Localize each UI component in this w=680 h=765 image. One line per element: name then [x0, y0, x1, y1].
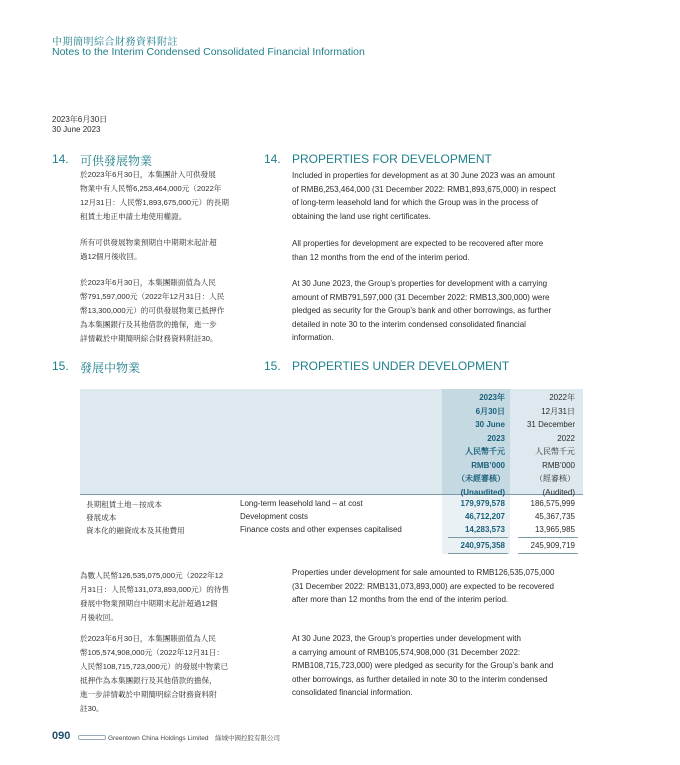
section-15-title-en: PROPERTIES UNDER DEVELOPMENT — [292, 359, 510, 373]
header-title-en: Notes to the Interim Condensed Consolidated Financial Information — [52, 46, 365, 58]
section-15-en-paragraph-1: Properties under development for sale amounted to RMB126,535,075,000 (31 December 2022: RMB131,073,893,000) are expected to be recovered after more than 12 months from the end of the interim period. — [292, 568, 555, 604]
table-row-value-current: 14,283,573 — [464, 525, 505, 534]
table-header-prior: 2022年 12月31日 31 December 2022 人民幣千元 RMB’000 （經審核） (Audited) — [526, 393, 575, 497]
table-row-value-prior: 186,575,999 — [530, 499, 575, 508]
date-zh: 2023年6月30日 — [52, 115, 108, 124]
section-14-zh-paragraph-1: 於2023年6月30日，本集團計入可供發展 物業中有人民幣6,253,464,000元（2022年 12月31日：人民幣1,893,675,000元）的長期 租賃土地正申請土地使用權證。 — [80, 170, 229, 221]
section-15-en-paragraph-2: At 30 June 2023, the Group’s properties under development with a carrying amount of RMB105,574,908,000 (31 December 2022: RMB108,715,723,000) were pledged as security for the Group’s bank and other borrowings, as further detailed in note 30 to the interim condensed consolidated financial information. — [292, 634, 554, 697]
section-15-number-zh: 15. — [52, 359, 69, 373]
section-14-number-en: 14. — [264, 152, 281, 166]
section-15-zh-paragraph-2: 於2023年6月30日，本集團賬面值為人民 幣105,574,908,000元（2022年12月31日： 人民幣108,715,723,000元）的發展中物業已 抵押作為本集團銀行及其他借款的擔保， 進一步詳情載於中期簡明綜合財務資料附 註30。 — [80, 634, 229, 713]
total-rule-prior — [518, 537, 578, 538]
table-row-label-zh: 發展成本 — [86, 513, 117, 522]
date-en: 30 June 2023 — [52, 125, 101, 134]
footer-decorative-bar — [78, 735, 106, 740]
table-row-value-current: 179,979,578 — [460, 499, 505, 508]
total-double-rule-current — [448, 553, 508, 554]
section-14-zh-paragraph-2: 所有可供發展物業預期自中期期末起計超 過12個月後收回。 — [80, 238, 217, 261]
section-14-title-zh: 可供發展物業 — [80, 154, 153, 168]
table-row-label-en: Development costs — [240, 512, 309, 521]
section-15-zh-paragraph-1: 為數人民幣126,535,075,000元（2022年12 月31日：人民幣131,073,893,000元）的待售 發展中物業預期自中期期末起計超過12個 月後收回。 — [80, 571, 229, 622]
table-row-label-en: Finance costs and other expenses capitalised — [240, 525, 402, 534]
section-14-zh-paragraph-3: 於2023年6月30日，本集團賬面值為人民 幣791,597,000元（2022年12月31日：人民 幣13,300,000元）的可供發展物業已抵押作 為本集團銀行及其他借款的擔保，進一步 詳情載於中期簡明綜合財務資料附註30。 — [80, 278, 225, 343]
section-14-title-en: PROPERTIES FOR DEVELOPMENT — [292, 152, 492, 166]
section-14-en-paragraph-1: Included in properties for development as at 30 June 2023 was an amount of RMB6,253,464,000 (31 December 2022: RMB1,893,675,000) in respect of long-term leasehold land for which the Group was in the process of obtaining the land use right certificates. — [292, 171, 556, 221]
table-row-label-en: Long-term leasehold land – at cost — [240, 499, 363, 508]
total-double-rule-prior — [518, 553, 578, 554]
table-total-current: 240,975,358 — [460, 541, 505, 550]
table-total-prior: 245,909,719 — [530, 541, 575, 550]
table-header-current: 2023年 6月30日 30 June 2023 人民幣千元 RMB’000 （未經審核） (Unaudited) — [457, 393, 505, 497]
section-14-en-paragraph-3: At 30 June 2023, the Group’s properties for development with a carrying amount of RMB791,597,000 (31 December 2022: RMB13,300,000) were pledged as security for the Group’s bank and other borrowings, as further detailed in note 30 to the interim condensed consolidated financial information. — [292, 279, 552, 342]
table-row-value-prior: 13,965,985 — [534, 525, 575, 534]
section-15-number-en: 15. — [264, 359, 281, 373]
section-15-title-zh: 發展中物業 — [80, 361, 141, 375]
footer-company-name: Greentown China Holdings Limited 綠城中國控股有限公司 — [108, 735, 280, 742]
table-row-value-prior: 45,367,735 — [534, 512, 575, 521]
header-title-zh: 中期簡明綜合財務資料附註 — [52, 37, 178, 48]
table-row-value-current: 46,712,207 — [464, 512, 505, 521]
section-14-en-paragraph-2: All properties for development are expected to be recovered after more than 12 months from the end of the interim period. — [292, 239, 544, 262]
page-number: 090 — [52, 730, 71, 742]
table-row-label-zh: 資本化的融資成本及其他費用 — [86, 526, 185, 535]
section-14-number-zh: 14. — [52, 152, 69, 166]
total-rule-current — [448, 537, 508, 538]
table-row-label-zh: 長期租賃土地－按成本 — [86, 500, 162, 509]
